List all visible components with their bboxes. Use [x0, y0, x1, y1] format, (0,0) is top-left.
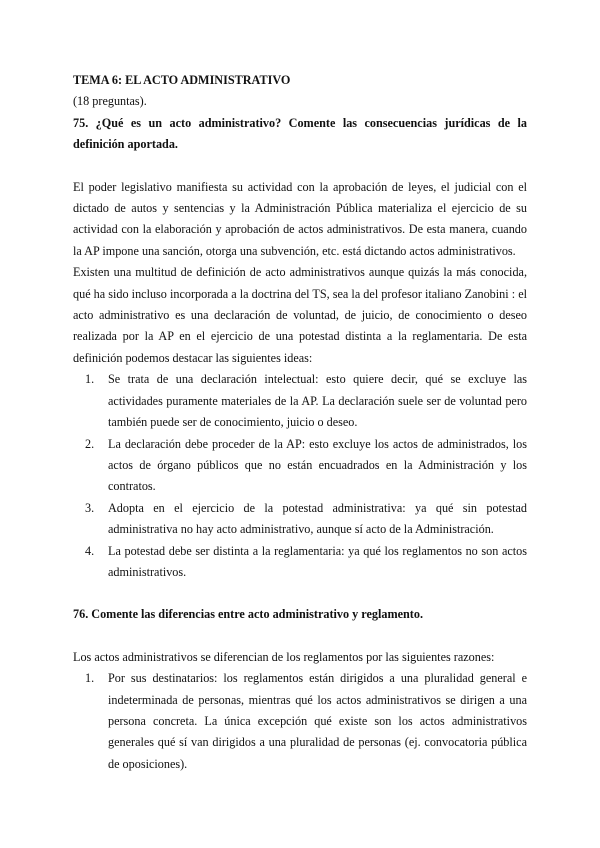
- question-count: (18 preguntas).: [73, 94, 147, 109]
- list-item-number: 3.: [85, 500, 95, 515]
- list-item-number: 1.: [85, 372, 95, 387]
- list-item-number: 2.: [85, 436, 95, 451]
- document-title: TEMA 6: EL ACTO ADMINISTRATIVO: [73, 73, 291, 87]
- question-75-paragraph-1: El poder legislativo manifiesta su actividad con la aprobación de leyes, el judicial con el dictado de autos y sentencias y la Administración Pública materializa el ejercicio de su actividad con la elaboración y aprobación de actos administrativos. De esta manera, cuando la AP impone una sanción, otorga una subvención, etc. está dictando actos administrativos.: [73, 179, 527, 258]
- list-item: [85, 541, 527, 584]
- spacer: [73, 626, 527, 647]
- list-item: [85, 668, 527, 775]
- spacer: [73, 583, 527, 604]
- spacer: [73, 156, 527, 177]
- list-item-text: La potestad debe ser distinta a la reglamentaria: ya qué los reglamentos no son actos administrativos.: [108, 543, 527, 579]
- question-76-paragraph-1: Los actos administrativos se diferencian de los reglamentos por las siguientes razones:: [73, 649, 495, 664]
- list-item-text: Se trata de una declaración intelectual: esto quiere decir, qué se excluye las actividades puramente materiales de la AP. La declaración suele ser de voluntad pero también puede ser de conocimiento, juicio o deseo.: [108, 372, 527, 430]
- list-item: [85, 498, 527, 541]
- list-item-number: 1.: [85, 671, 95, 686]
- question-75-heading: 75. ¿Qué es un acto administrativo? Comente las consecuencias jurídicas de la definición aportada.: [73, 115, 527, 152]
- question-76-heading: 76. Comente las diferencias entre acto administrativo y reglamento.: [73, 607, 423, 622]
- list-item: [85, 434, 527, 498]
- list-item-text: Adopta en el ejercicio de la potestad administrativa: ya qué sin potestad administrativa no hay acto administrativo, aunque sí acto de la Administración.: [108, 500, 527, 537]
- list-item-text: La declaración debe proceder de la AP: esto excluye los actos de administrados, los actos de órgano públicos que no están encuadrados en la Administración y los contratos.: [108, 436, 527, 494]
- list-item-text: Por sus destinatarios: los reglamentos están dirigidos a una pluralidad general e indeterminada de personas, mientras qué los actos administrativos se dirigen a una persona concreta. La única excepción qué existe son los actos administrativos generales qué sí van dirigidos a una pluralidad de personas (ej. convocatoria pública de oposiciones).: [108, 671, 527, 771]
- question-76-list: [73, 668, 527, 775]
- question-75-paragraph-2: Existen una multitud de definición de acto administrativos aunque quizás la más conocida, qué ha sido incluso incorporada a la doctrina del TS, sea la del profesor italiano Zanobini : el acto administrativo es una declaración de voluntad, de juicio, de conocimiento o deseo realizada por la AP en el ejercicio de una potestad distinta a la reglamentaria. De esta definición podemos destacar las siguientes ideas:: [73, 265, 527, 365]
- question-75-list: [73, 369, 527, 583]
- document-body: [73, 70, 527, 775]
- list-item: [85, 369, 527, 433]
- list-item-number: 4.: [85, 543, 95, 558]
